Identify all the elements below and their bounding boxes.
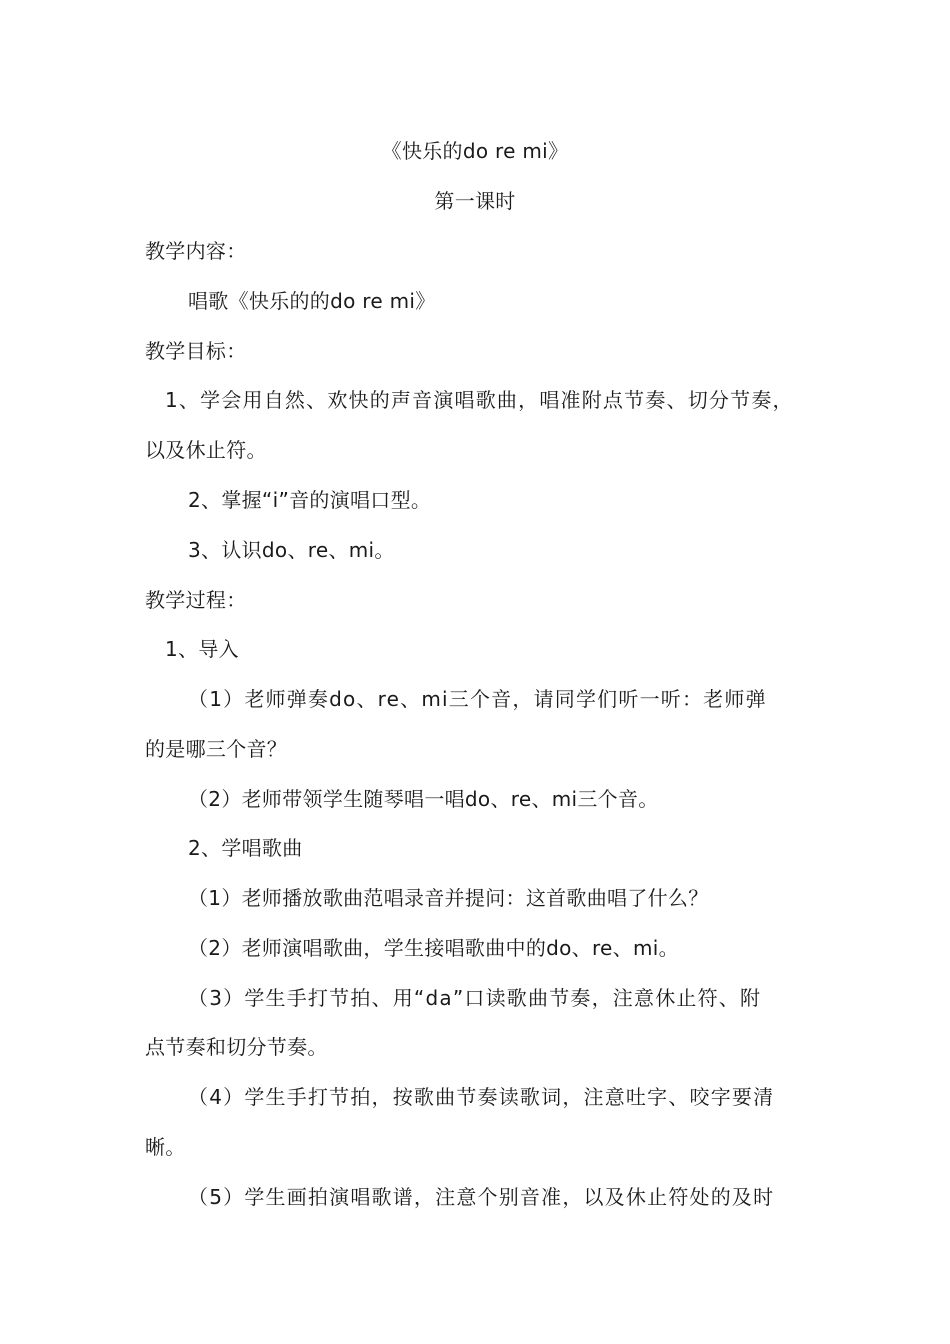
paragraph-line: 点节奏和切分节奏。 <box>145 1035 328 1059</box>
subsection-heading: 2、学唱歌曲 <box>188 836 303 860</box>
paragraph-line: 3、认识do、re、mi。 <box>188 538 395 562</box>
paragraph-line: 2、掌握“i”音的演唱口型。 <box>188 488 432 512</box>
paragraph-line: （4）学生手打节拍，按歌曲节奏读歌词，注意吐字、咬字要清 <box>188 1085 775 1109</box>
paragraph-line: （1）老师播放歌曲范唱录音并提问：这首歌曲唱了什么？ <box>188 886 709 910</box>
paragraph-line: （2）老师带领学生随琴唱一唱do、re、mi三个音。 <box>188 787 659 811</box>
section-heading: 教学目标： <box>145 339 247 363</box>
paragraph-line: 1、学会用自然、欢快的声音演唱歌曲，唱准附点节奏、切分节奏， <box>165 388 794 412</box>
paragraph-line: （1）老师弹奏do、re、mi三个音，请同学们听一听：老师弹 <box>188 687 767 711</box>
paragraph-line: （2）老师演唱歌曲，学生接唱歌曲中的do、re、mi。 <box>188 936 679 960</box>
document-title: 《快乐的do re mi》 <box>381 139 569 163</box>
section-heading: 教学过程： <box>145 588 247 612</box>
paragraph-line: 唱歌《快乐的的do re mi》 <box>188 289 436 313</box>
paragraph-line: 的是哪三个音？ <box>145 737 288 761</box>
paragraph-line: 以及休止符。 <box>145 438 267 462</box>
document-subtitle: 第一课时 <box>434 189 516 213</box>
section-heading: 教学内容： <box>145 239 247 263</box>
subsection-heading: 1、导入 <box>165 637 239 661</box>
paragraph-line: （3）学生手打节拍、用“da”口读歌曲节奏，注意休止符、附 <box>188 986 762 1010</box>
paragraph-line: （5）学生画拍演唱歌谱，注意个别音准，以及休止符处的及时 <box>188 1185 775 1209</box>
paragraph-line: 晰。 <box>145 1135 186 1159</box>
